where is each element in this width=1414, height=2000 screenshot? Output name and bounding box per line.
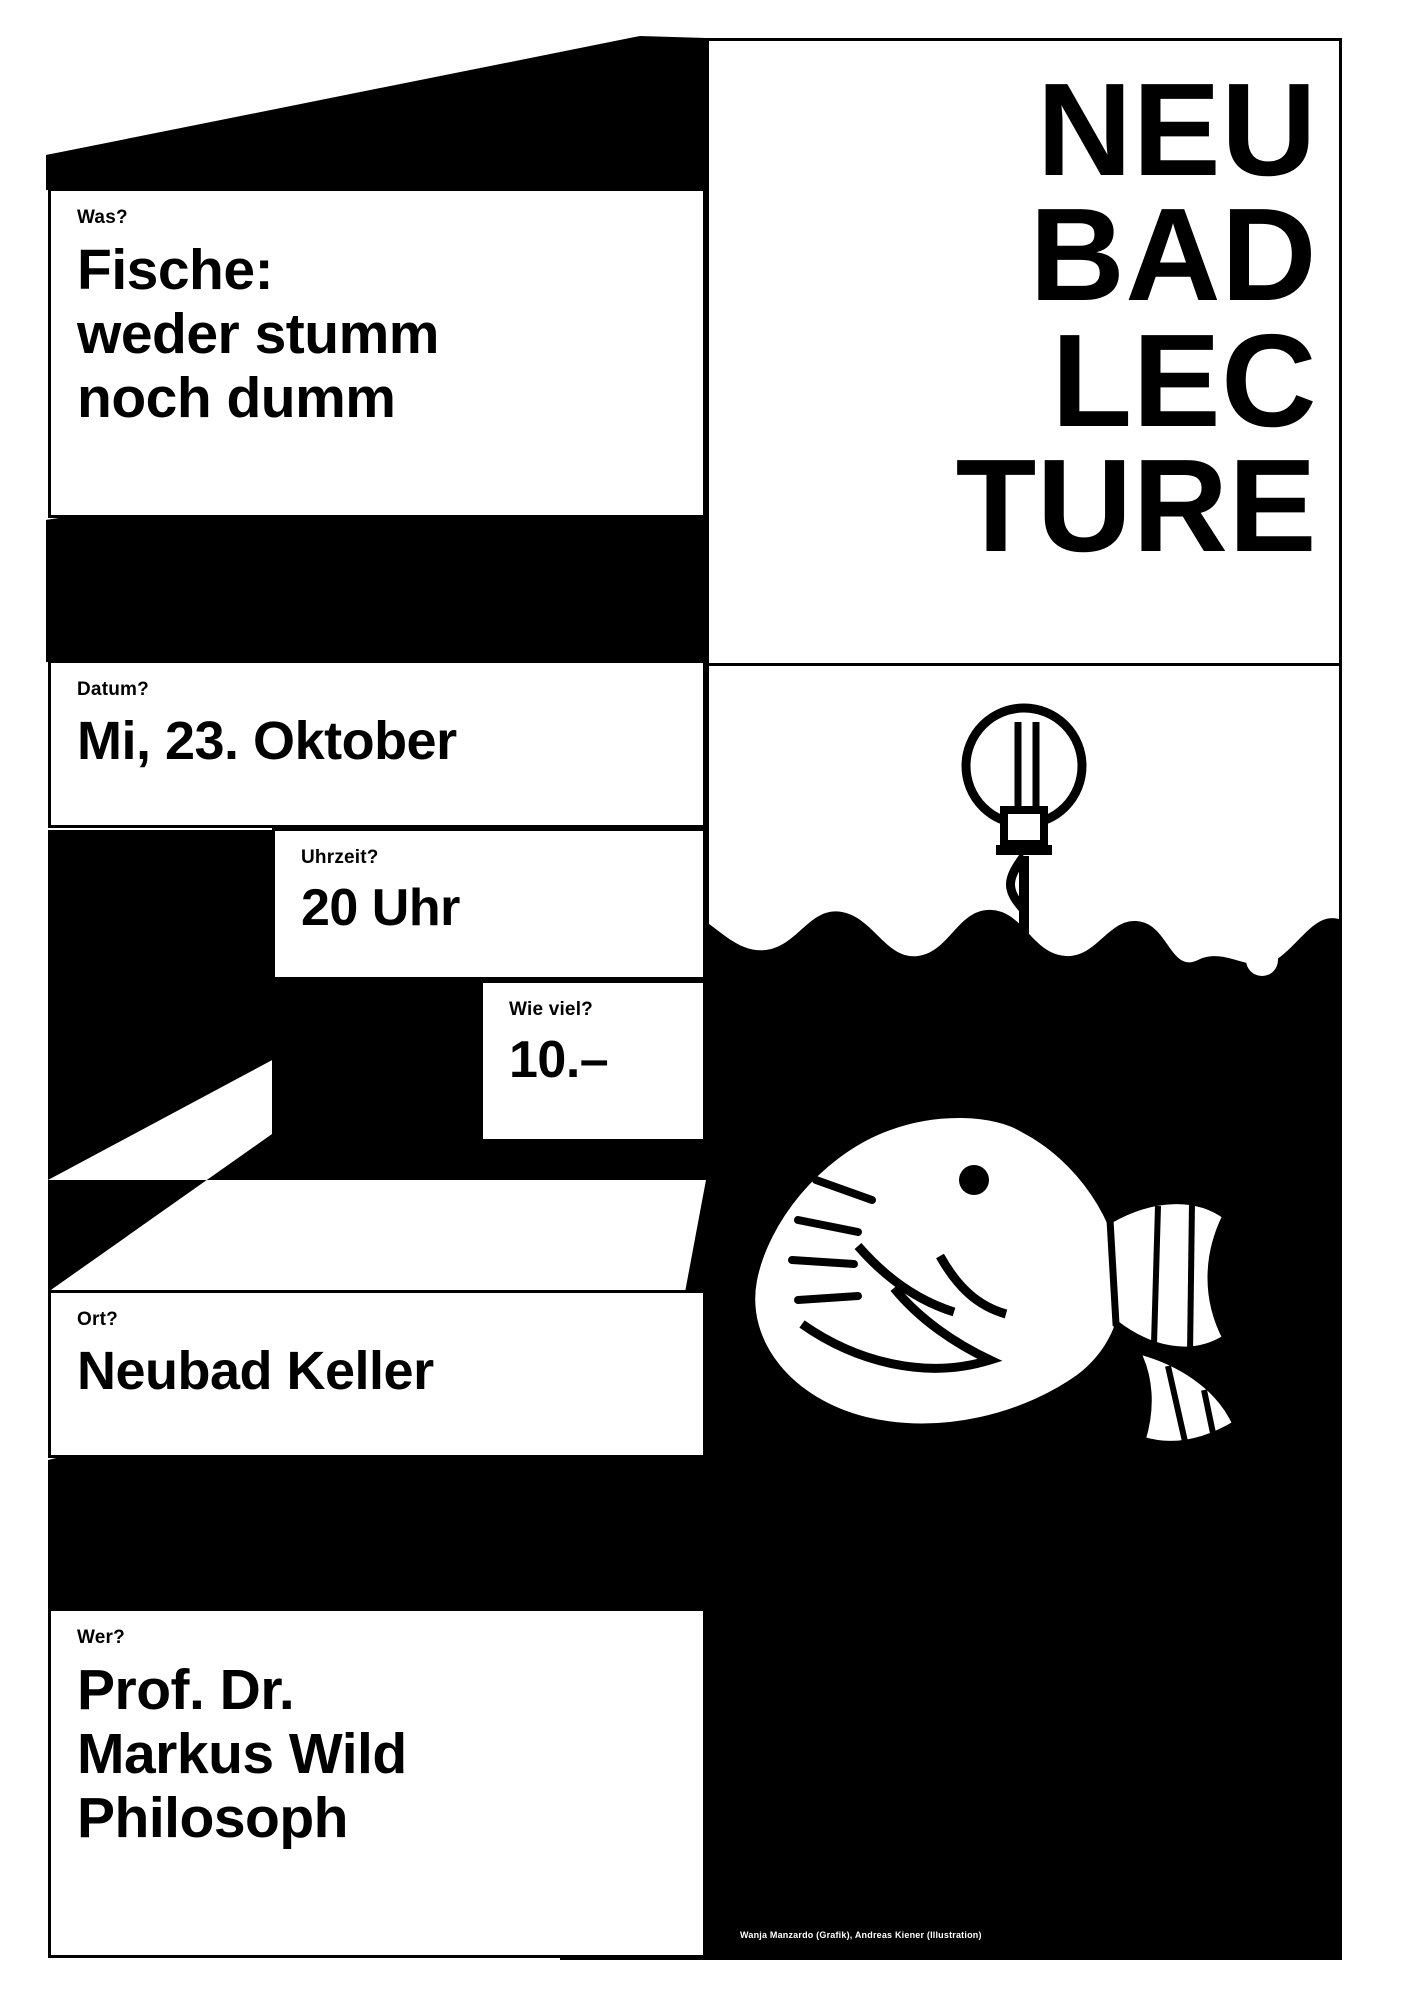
label-datum: Datum? — [77, 679, 149, 700]
label-preis: Wie viel? — [509, 999, 593, 1020]
info-box-wer — [48, 1608, 706, 1958]
label-ort: Ort? — [77, 1309, 118, 1330]
info-box-was — [48, 188, 706, 518]
info-box-ort — [48, 1290, 706, 1458]
value-wer: Prof. Dr. Markus Wild Philosoph — [77, 1658, 407, 1850]
label-wer: Wer? — [77, 1627, 125, 1648]
title-line-4: TURE — [955, 432, 1317, 580]
value-datum: Mi, 23. Oktober — [77, 711, 457, 771]
value-uhrzeit: 20 Uhr — [301, 879, 460, 937]
title-line-1: NEU — [1036, 56, 1317, 203]
info-box-preis — [480, 980, 706, 1142]
label-was: Was? — [77, 207, 128, 228]
label-uhrzeit: Uhrzeit? — [301, 847, 379, 868]
value-was: Fische: weder stumm noch dumm — [77, 238, 439, 430]
poster-title — [706, 38, 1342, 666]
title-line-2: BAD — [1029, 181, 1317, 329]
info-box-datum — [48, 660, 706, 828]
info-box-uhrzeit — [272, 828, 706, 980]
credit-line: Wanja Manzardo (Grafik), Andreas Kiener (Illustration) — [740, 1930, 982, 1940]
value-ort: Neubad Keller — [77, 1341, 434, 1401]
value-preis: 10.– — [509, 1031, 609, 1089]
title-line-3: LEC — [1051, 306, 1317, 454]
